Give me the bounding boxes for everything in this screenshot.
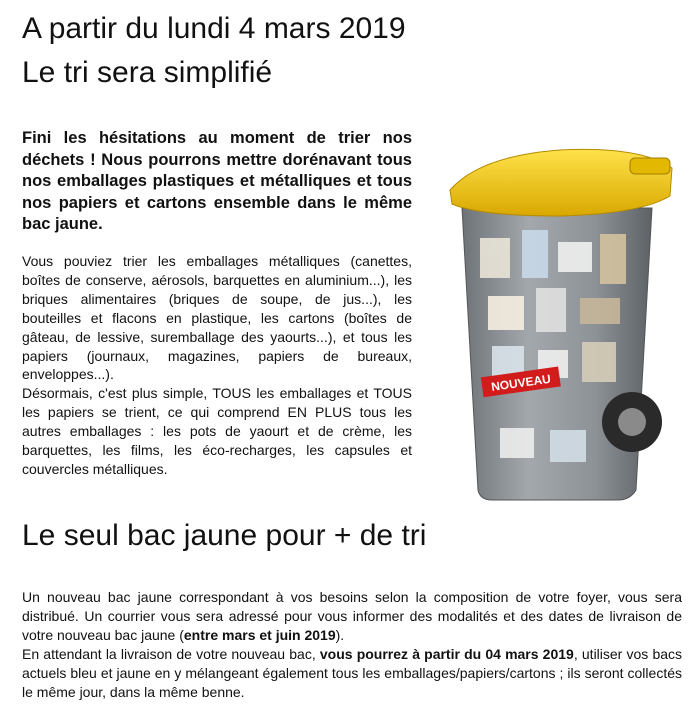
body-text: [22, 252, 412, 479]
section-heading: Le seul bac jaune pour + de tri: [22, 519, 427, 552]
section-paragraph-1: [22, 588, 682, 645]
intro-paragraph: Fini les hésitations au moment de trier nos déchets ! Nous pourrons mettre dorénavant tous nos emballages plastiques et métalliques et tous nos papiers et cartons ensemble dans le même bac jaune.: [22, 129, 412, 233]
section-text-1: Un nouveau bac jaune correspondant à vos besoins selon la composition de votre foyer, vous sera distribué. Un courrier vous sera adressé pour vous informer des modalités et des dates de livraison de votre nouveau bac jaune (: [22, 589, 682, 643]
body-paragraph-2: Désormais, c'est plus simple, TOUS les emballages et TOUS les papiers se trient, ce qui comprend EN PLUS tous les autres emballages : les pots de yaourt et de crème, les barquettes, les films, les éco-recharges, les capsules et couvercles métalliques.: [22, 385, 412, 477]
section-bold-2: vous pourrez à partir du 04 mars 2019: [319, 645, 574, 662]
page-title: Le tri sera simplifié: [22, 56, 273, 89]
section-bold-1: entre mars et juin 2019: [183, 626, 336, 643]
section-body: [22, 588, 682, 701]
body-paragraph-1: Vous pouviez trier les emballages métalliques (canettes, boîtes de conserve, aérosols, barquettes en aluminium...), les briques alimentaires (briques de soupe, de jus...), les bouteilles et flacons en plastique, les cartons (boîtes de gâteau, de lessive, suremballage des yaourts...), et tous les papiers (journaux, magazines, papiers de bureaux, enveloppes...).: [22, 253, 412, 383]
section-text-2-end: , utiliser vos bacs actuels bleu et jaune en y mélangeant également tous les emballages/papiers/cartons ; ils seront collectés le même jour, dans la même benne.: [22, 645, 683, 700]
section-text-1-end: ).: [335, 626, 345, 643]
yellow-bin-image: [440, 138, 685, 518]
date-heading: A partir du lundi 4 mars 2019: [22, 12, 406, 45]
section-text-2: En attendant la livraison de votre nouveau bac,: [22, 645, 320, 662]
section-paragraph-2: [22, 645, 682, 702]
nouveau-badge-label: NOUVEAU: [490, 371, 552, 394]
